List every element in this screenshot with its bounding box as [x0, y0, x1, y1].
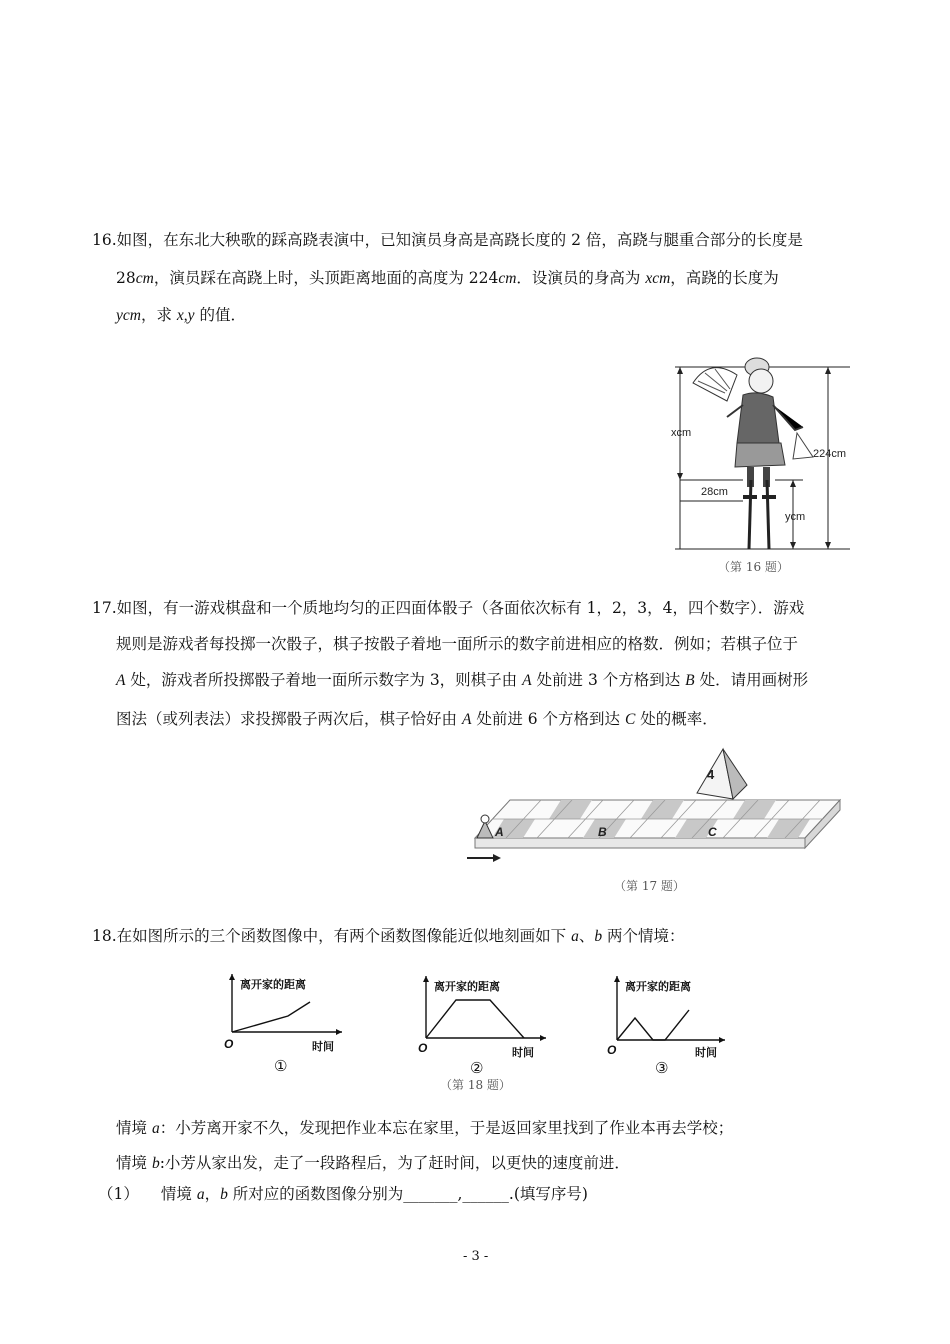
graph-2-number: ②: [470, 1060, 484, 1077]
q17-figure-caption: （第 17 题）: [614, 879, 685, 893]
function-graph-3: [605, 970, 735, 1080]
y-length-label: ycm: [785, 511, 806, 523]
scenario-a: 情境 a：小芳离开家不久，发现把作业本忘在家里，于是返回家里找到了作业本再去学校；: [116, 1119, 734, 1137]
direction-arrow: [467, 854, 501, 862]
q16-line-3: ycm，求 x,y 的值．: [116, 306, 246, 324]
q17-line-4: 图法（或列表法）求投掷骰子两次后，棋子恰好由 A 处前进 6 个方格到达 C 处的概率．: [116, 710, 718, 728]
q17-line-1: 17.如图，有一游戏棋盘和一个质地均匀的正四面体骰子（各面依次标有 1，2，3，4，四个数字）．游戏: [92, 599, 805, 617]
q17-line-2: 规则是游戏者每投掷一次骰子，棋子按骰子着地一面所示的数字前进相应的格数．例如；若棋子位于: [116, 635, 799, 653]
graph-3-origin: O: [607, 1043, 617, 1057]
scenario-b: 情境 b:小芳从家出发，走了一段路程后，为了赶时间，以更快的速度前进．: [116, 1154, 630, 1172]
graph-1-x-label: 时间: [312, 1041, 334, 1053]
q17-line-3: A 处，游戏者所投掷骰子着地一面所示数字为 3，则棋子由 A 处前进 3 个方格到达 B 处．请用画树形: [116, 671, 809, 689]
board-label-c: C: [708, 825, 717, 839]
board-label-b: B: [598, 825, 607, 839]
game-board-figure: [455, 745, 855, 870]
graph-3-y-label: 离开家的距离: [625, 981, 691, 993]
tetrahedron-die: [697, 749, 747, 799]
overlap-label: 28cm: [701, 486, 728, 498]
stilt-performer-figure: [665, 345, 865, 580]
graph-1-number: ①: [274, 1058, 288, 1075]
q18-part-1: （1） 情境 a，b 所对应的函数图像分别为_______,______.(填写序号): [98, 1185, 588, 1203]
graph-1-y-label: 离开家的距离: [240, 979, 306, 991]
x-length-label: xcm: [671, 427, 692, 439]
page-number: - 3 -: [463, 1249, 489, 1264]
function-graph-1: [218, 968, 348, 1078]
q18-figure-caption: （第 18 题）: [440, 1078, 511, 1092]
total-height-label: 224cm: [813, 448, 847, 460]
graph-2-x-label: 时间: [512, 1047, 534, 1059]
board-label-a: A: [495, 825, 504, 839]
q18-line-1: 18.在如图所示的三个函数图像中，有两个函数图像能近似地刻画如下 a、b 两个情境：: [92, 927, 685, 945]
function-graph-2: [412, 970, 552, 1080]
graph-2-y-label: 离开家的距离: [434, 981, 500, 993]
graph-2-origin: O: [418, 1041, 428, 1055]
q16-line-1: 16.如图，在东北大秧歌的踩高跷表演中，已知演员身高是高跷长度的 2 倍，高跷与腿重合部分的长度是: [92, 231, 803, 249]
q16-line-2: 28cm，演员踩在高跷上时，头顶距离地面的高度为 224cm．设演员的身高为 xcm，高跷的长度为: [116, 269, 779, 287]
graph-3-x-label: 时间: [695, 1047, 717, 1059]
board-grid: [475, 800, 840, 848]
graph-1-origin: O: [224, 1037, 234, 1051]
graph-3-number: ③: [655, 1060, 669, 1077]
q16-figure-caption: （第 16 题）: [718, 560, 789, 574]
die-face-number: 4: [707, 767, 715, 782]
